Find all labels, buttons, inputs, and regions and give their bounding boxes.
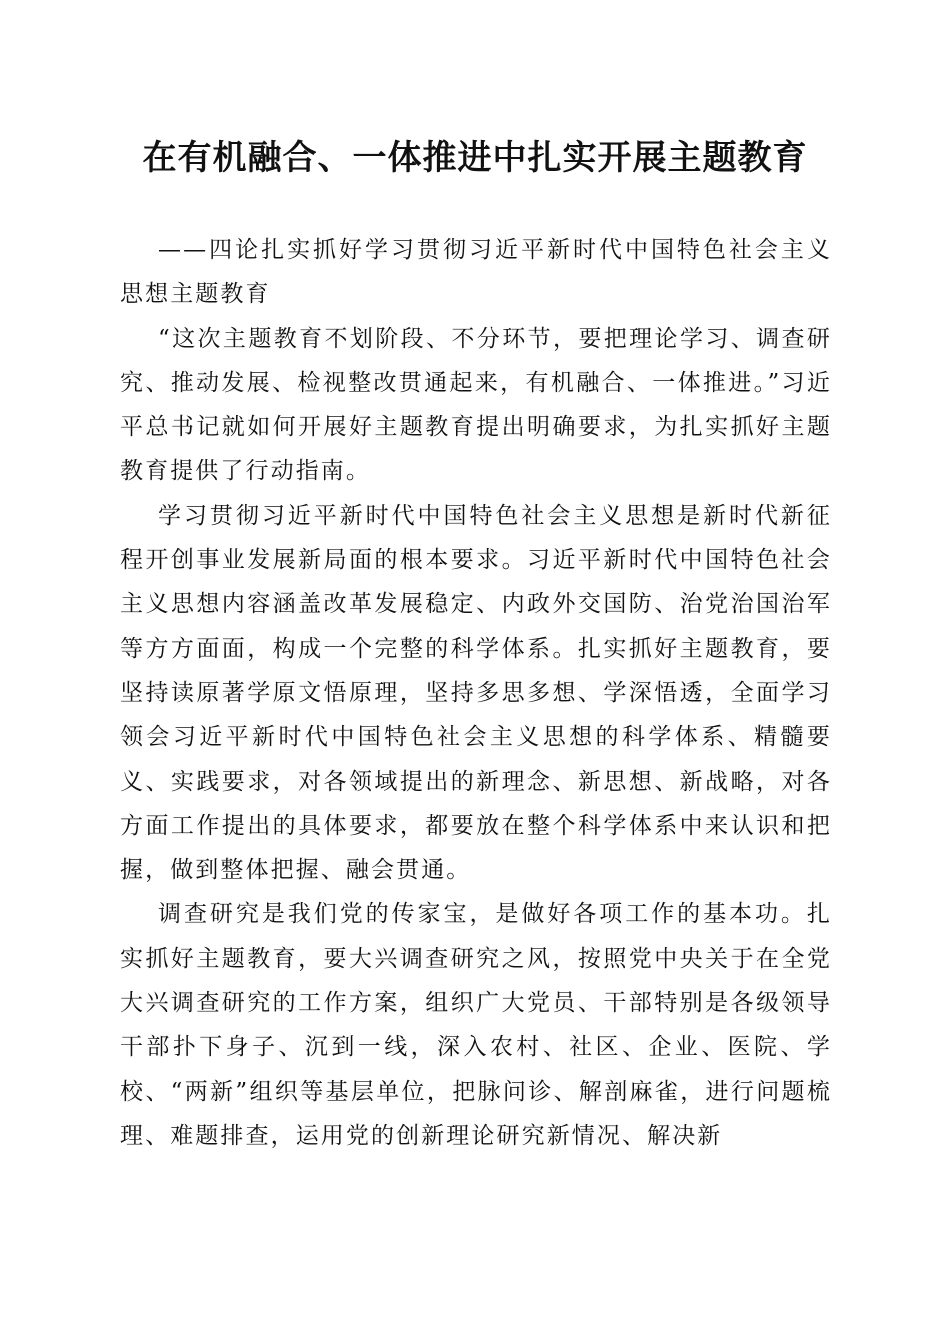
document-title: 在有机融合、一体推进中扎实开展主题教育 [142,138,808,178]
document-body [120,228,832,1158]
paragraph-2: 学习贯彻习近平新时代中国特色社会主义思想是新时代新征程开创事业发展新局面的根本要求。习近平新时代中国特色社会主义思想内容涵盖改革发展稳定、内政外交国防、治党治国治军等方方面面，构成一个完整的科学体系。扎实抓好主题教育，要坚持读原著学原文悟原理，坚持多思多想、学深悟透，全面学习领会习近平新时代中国特色社会主义思想的科学体系、精髓要义、实践要求，对各领域提出的新理念、新思想、新战略，对各方面工作提出的具体要求，都要放在整个科学体系中来认识和把握，做到整体把握、融会贯通。 [120,502,832,884]
document-subtitle: ——四论扎实抓好学习贯彻习近平新时代中国特色社会主义思想主题教育 [120,237,832,308]
paragraph-1: “这次主题教育不划阶段、不分环节，要把理论学习、调查研究、推动发展、检视整改贯通起来，有机融合、一体推进。”习近平总书记就如何开展好主题教育提出明确要求，为扎实抓好主题教育提供了行动指南。 [120,325,832,485]
paragraph-3: 调查研究是我们党的传家宝，是做好各项工作的基本功。扎实抓好主题教育，要大兴调查研究之风，按照党中央关于在全党大兴调查研究的工作方案，组织广大党员、干部特别是各级领导干部扑下身子、沉到一线，深入农村、社区、企业、医院、学校、“两新”组织等基层单位，把脉问诊、解剖麻雀，进行问题梳理、难题排查，运用党的创新理论研究新情况、解决新 [120,901,832,1149]
